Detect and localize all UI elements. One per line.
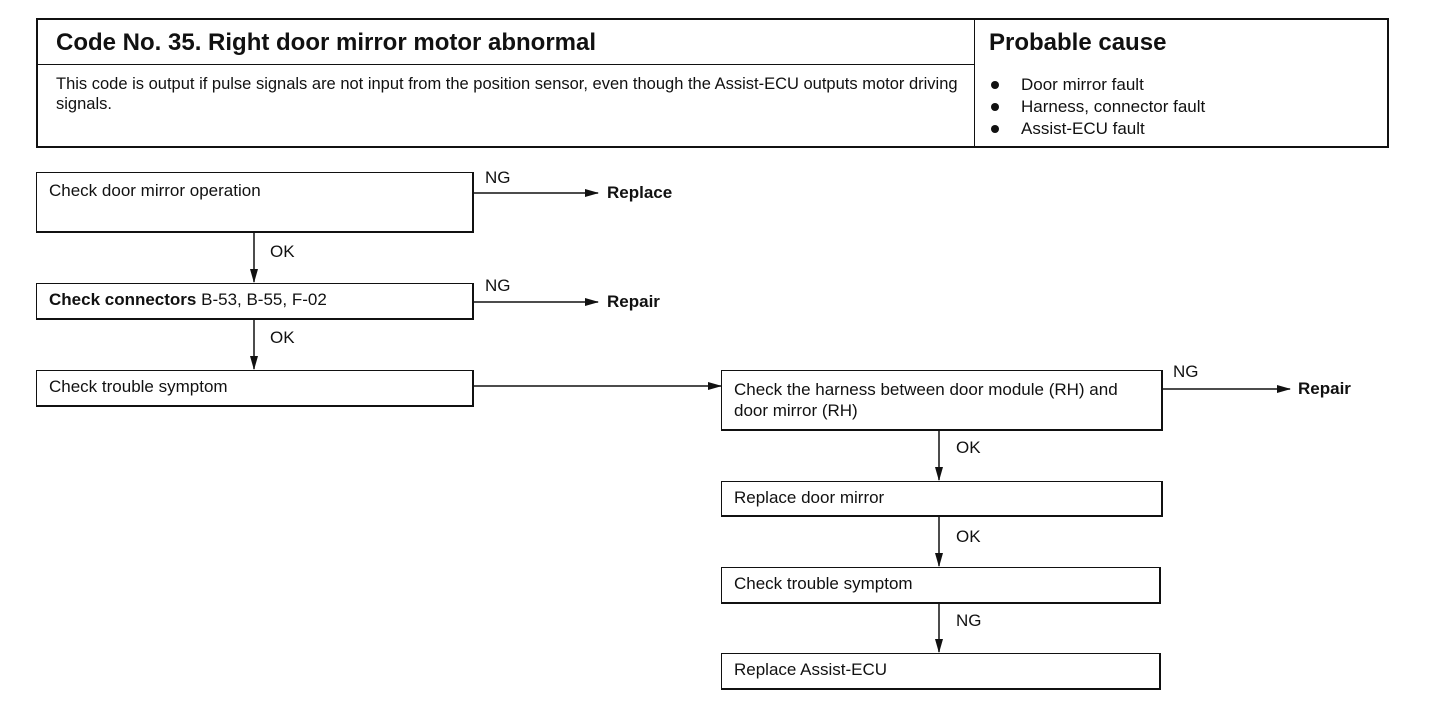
box-check-connectors — [36, 283, 474, 320]
ok-label-2: OK — [270, 328, 295, 347]
box-check-trouble-symptom-2 — [721, 567, 1161, 604]
ok-label-4: OK — [956, 527, 981, 546]
ng-label-4: NG — [956, 611, 982, 630]
box-text: Check the harness between door module (RH) and door mirror (RH) — [734, 380, 1118, 420]
ng-label-2: NG — [485, 276, 511, 295]
box-text: B-53, B-55, F-02 — [196, 290, 327, 309]
box-check-harness — [721, 370, 1163, 431]
box-replace-assist-ecu — [721, 653, 1161, 690]
box-check-door-mirror-operation — [36, 172, 474, 233]
result-replace: Replace — [607, 183, 673, 202]
box-text: Check trouble symptom — [734, 574, 913, 593]
cause-text: Door mirror fault — [1021, 75, 1144, 94]
box-text-bold: Check connectors — [49, 290, 197, 309]
ok-label-3: OK — [956, 438, 981, 457]
box-check-trouble-symptom-1 — [36, 370, 474, 407]
box-replace-door-mirror — [721, 481, 1163, 517]
cause-text: Assist-ECU fault — [1021, 119, 1145, 138]
box-text: Replace Assist-ECU — [734, 660, 888, 679]
ng-label-1: NG — [485, 168, 511, 187]
ng-label-3: NG — [1173, 362, 1199, 381]
code-description: This code is output if pulse signals are not input from the position sensor, even though the Assist-ECU outputs motor driving signals. — [56, 75, 958, 113]
box-text: Check trouble symptom — [49, 377, 228, 396]
box-text: Check door mirror operation — [49, 181, 261, 200]
box-text: Replace door mirror — [734, 488, 885, 507]
ok-label-1: OK — [270, 242, 295, 261]
result-repair-1: Repair — [607, 292, 660, 311]
result-repair-2: Repair — [1298, 379, 1351, 398]
code-title: Code No. 35. Right door mirror motor abnormal — [56, 29, 597, 56]
probable-cause-title: Probable cause — [989, 29, 1167, 56]
cause-text: Harness, connector fault — [1021, 97, 1206, 116]
